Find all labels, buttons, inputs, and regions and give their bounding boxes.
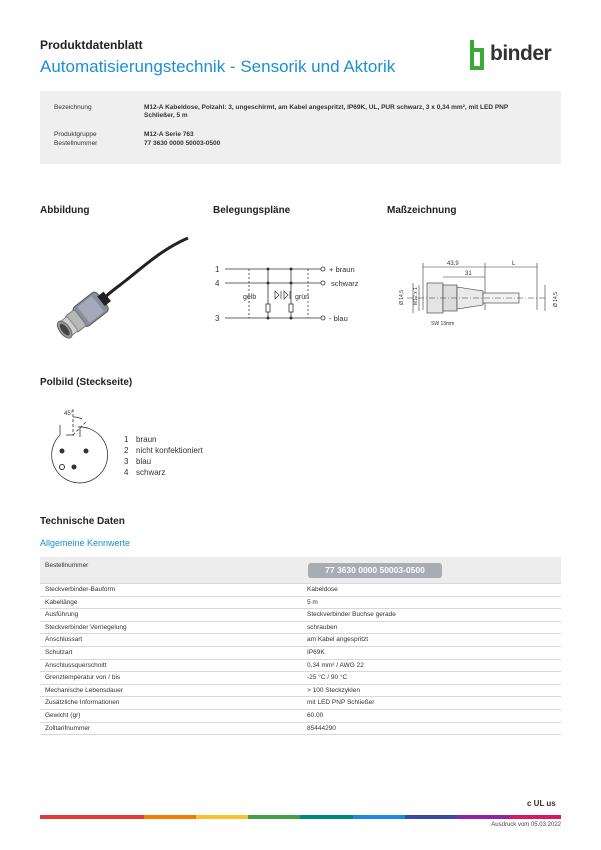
pole-1-label: braun bbox=[136, 435, 157, 444]
table-cell-value: schrauben bbox=[307, 623, 338, 631]
spec-table bbox=[40, 557, 561, 735]
section-belegung: Belegungspläne bbox=[213, 205, 291, 216]
table-head-label: Bestellnummer bbox=[45, 562, 89, 569]
table-cell-value: 85444290 bbox=[307, 724, 336, 732]
produktgruppe-value: M12-A Serie 763 bbox=[144, 131, 194, 138]
pole-1-num: 1 bbox=[124, 435, 129, 444]
pole-4-label: schwarz bbox=[136, 468, 166, 477]
table-cell-key: Schutzart bbox=[45, 648, 73, 656]
table-cell-key: Grenztemperatur von / bis bbox=[45, 674, 121, 682]
table-row bbox=[40, 647, 561, 660]
table-cell-value: 0,34 mm² / AWG 22 bbox=[307, 661, 364, 669]
dim-dia1: Ø 14,5 bbox=[399, 289, 405, 305]
pole-angle: 45° bbox=[64, 411, 74, 417]
footer-color-segment bbox=[300, 815, 352, 819]
table-cell-key: Ausführung bbox=[45, 611, 79, 619]
summary-box bbox=[40, 91, 561, 164]
print-date: Ausdruck vom 05.03.2022 bbox=[491, 822, 561, 828]
table-cell-value: > 100 Steckzyklen bbox=[307, 686, 360, 694]
produktgruppe-label: Produktgruppe bbox=[54, 131, 97, 138]
cert-ul-mark: c UL us bbox=[527, 799, 556, 808]
table-cell-key: Steckverbinder-Bauform bbox=[45, 586, 116, 593]
table-cell-value: 60.00 bbox=[307, 711, 324, 719]
footer-color-bar bbox=[40, 815, 561, 819]
footer-color-segment bbox=[405, 815, 457, 819]
pole-4-num: 4 bbox=[124, 468, 129, 477]
table-row bbox=[40, 685, 561, 698]
wiring-pin4: 4 bbox=[215, 279, 220, 288]
table-row bbox=[40, 723, 561, 736]
wiring-pin3: 3 bbox=[215, 314, 220, 323]
summary-row-bestellnummer bbox=[54, 140, 554, 149]
summary-row-bezeichnung bbox=[54, 104, 554, 124]
wiring-gruen: grün bbox=[295, 294, 310, 301]
table-row bbox=[40, 634, 561, 647]
logo-text: binder bbox=[490, 42, 552, 65]
table-cell-key: Mechanische Lebensdauer bbox=[45, 686, 124, 694]
wiring-diagram bbox=[213, 258, 373, 330]
table-cell-value: Kabeldose bbox=[307, 586, 338, 593]
table-row bbox=[40, 672, 561, 685]
pole-3-num: 3 bbox=[124, 457, 129, 466]
pole-3-label: blau bbox=[136, 457, 152, 466]
section-technische-daten: Technische Daten bbox=[40, 516, 125, 527]
page-title: Automatisierungstechnik - Sensorik und Aktorik bbox=[40, 57, 396, 76]
section-abbildung: Abbildung bbox=[40, 205, 90, 216]
footer-color-segment bbox=[92, 815, 144, 819]
table-cell-key: Anschlussart bbox=[45, 636, 83, 644]
dim-L: L bbox=[512, 261, 516, 267]
wiring-gelb: gelb bbox=[243, 294, 257, 301]
doc-type-label: Produktdatenblatt bbox=[40, 38, 143, 52]
table-cell-value: mit LED PNP Schließer bbox=[307, 699, 375, 707]
pole-diagram bbox=[38, 405, 208, 495]
wiring-schwarz: schwarz bbox=[331, 279, 359, 288]
table-cell-key: Kabellänge bbox=[45, 598, 78, 606]
wiring-blau: - blau bbox=[329, 314, 348, 323]
wiring-braun: + braun bbox=[329, 265, 355, 274]
dim-sw: SW 13mm bbox=[431, 321, 455, 327]
footer-color-segment bbox=[353, 815, 405, 819]
bezeichnung-value: M12-A Kabeldose, Polzahl: 3, ungeschirmt, am Kabel angespritzt, IP69K, UL, PUR schwarz, 3 x 0,34 mm², mit LED PNP Schließer, 5 m bbox=[144, 104, 509, 119]
dim-31: 31 bbox=[465, 271, 472, 277]
table-head-value: 77 3630 0000 50003-0500 bbox=[308, 563, 442, 578]
table-row bbox=[40, 622, 561, 635]
table-row bbox=[40, 597, 561, 610]
table-cell-key: Steckverbinder Verriegelung bbox=[45, 623, 127, 631]
table-row bbox=[40, 584, 561, 597]
table-row bbox=[40, 697, 561, 710]
table-cell-value: IP69K bbox=[307, 648, 325, 656]
table-cell-key: Zolltarifnummer bbox=[45, 724, 91, 732]
product-image bbox=[40, 230, 200, 345]
table-header-row bbox=[40, 557, 561, 584]
dim-dia2: Ø 14,5 bbox=[553, 291, 559, 307]
subsection-allgemeine: Allgemeine Kennwerte bbox=[40, 538, 131, 548]
table-row bbox=[40, 710, 561, 723]
footer-color-segment bbox=[144, 815, 196, 819]
table-row bbox=[40, 660, 561, 673]
table-row bbox=[40, 609, 561, 622]
bestellnummer-value: 77 3630 0000 50003-0500 bbox=[144, 140, 221, 147]
dimension-drawing bbox=[387, 255, 562, 335]
footer-color-segment bbox=[196, 815, 248, 819]
section-polbild: Polbild (Steckseite) bbox=[40, 377, 133, 388]
footer-color-segment bbox=[509, 815, 561, 819]
wiring-pin1: 1 bbox=[215, 265, 220, 274]
summary-row-produktgruppe bbox=[54, 131, 554, 140]
table-cell-key: Gewicht (gr) bbox=[45, 711, 81, 719]
footer-color-segment bbox=[40, 815, 92, 819]
bezeichnung-label: Bezeichnung bbox=[54, 104, 92, 111]
pole-2-num: 2 bbox=[124, 446, 129, 455]
bestellnummer-label: Bestellnummer bbox=[54, 140, 98, 147]
dim-43-9: 43,9 bbox=[447, 261, 459, 267]
table-cell-value: Steckverbinder Buchse gerade bbox=[307, 611, 396, 619]
dim-thread: M12 x 1 bbox=[413, 287, 419, 305]
table-cell-key: Zusätzliche Informationen bbox=[45, 699, 120, 707]
footer-color-segment bbox=[248, 815, 300, 819]
section-mass: Maßzeichnung bbox=[387, 205, 457, 216]
pole-2-label: nicht konfektioniert bbox=[136, 446, 203, 455]
table-cell-value: am Kabel angespritzt bbox=[307, 636, 369, 644]
table-cell-value: -25 °C / 90 °C bbox=[307, 674, 348, 682]
table-cell-value: 5 m bbox=[307, 598, 318, 606]
footer-color-segment bbox=[457, 815, 509, 819]
table-cell-key: Anschlussquerschnitt bbox=[45, 661, 107, 669]
